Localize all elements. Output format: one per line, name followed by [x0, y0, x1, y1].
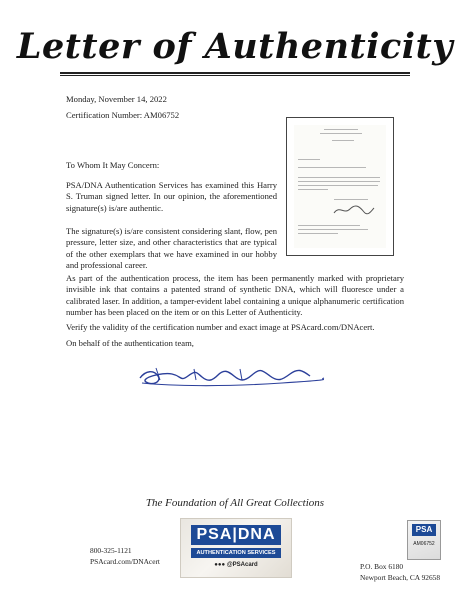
- paragraph-examination: PSA/DNA Authentication Services has examined this Harry S. Truman signed letter. In our opinion, the aforementioned signature(s) is/are authentic.: [66, 180, 277, 213]
- letter-thumbnail: [286, 117, 394, 256]
- salutation: To Whom It May Concern:: [66, 160, 160, 170]
- thumb-text-line: [298, 229, 368, 230]
- thumb-text-line: [298, 167, 366, 168]
- paragraph-consistency: The signature(s) is/are consistent considering slant, flow, pen pressure, letter size, and other characteristics that are typical of the other exemplars that we have examined in our hobby and professional career.: [66, 226, 277, 270]
- paragraph-dna: As part of the authentication process, the item has been permanently marked with proprietary invisible ink that contains a patented strand of synthetic DNA, which will fluoresce under a calibrated laser. In addition, a tamper-evident label containing a unique alphanumeric certification number has been placed on the item or on this Letter of Authenticity.: [66, 273, 404, 317]
- thumb-text-line: [298, 233, 338, 234]
- footer-contact-left: [90, 546, 160, 567]
- social-icons: ●●●: [214, 562, 227, 568]
- thumb-text-line: [298, 189, 328, 190]
- document-title: Letter of Authenticity: [16, 26, 454, 67]
- footer-phone: 800-325-1121: [90, 546, 132, 555]
- thumb-text-line: [334, 199, 368, 200]
- title-rule-bottom: [60, 75, 410, 76]
- hologram-brand: PSA: [412, 524, 436, 536]
- social-handle: [181, 562, 291, 568]
- thumb-text-line: [320, 133, 362, 134]
- closing-line: On behalf of the authentication team,: [66, 338, 194, 348]
- hologram-number: AM06752: [413, 541, 435, 547]
- social-handle-text: @PSAcard: [226, 562, 258, 568]
- thumb-signature: [332, 203, 376, 217]
- footer-website[interactable]: PSAcard.com/DNAcert: [90, 556, 160, 566]
- footer-po-box: P.O. Box 6180: [360, 562, 404, 571]
- title-rule-top: [60, 72, 410, 74]
- psa-hologram-label: [407, 520, 441, 560]
- paragraph-verify: Verify the validity of the certification number and exact image at PSAcard.com/DNAcert.: [66, 322, 375, 332]
- certification-number: Certification Number: AM06752: [66, 110, 180, 120]
- footer-contact-right: [360, 562, 440, 583]
- footer-city: Newport Beach, CA 92658: [360, 572, 441, 582]
- thumb-text-line: [298, 185, 378, 186]
- psa-dna-logo-subtitle: AUTHENTICATION SERVICES: [191, 548, 281, 558]
- authenticator-signature: [132, 356, 332, 394]
- footer-tagline: The Foundation of All Great Collections: [145, 497, 325, 509]
- thumb-text-line: [324, 129, 358, 130]
- thumb-text-line: [332, 140, 354, 141]
- thumb-text-line: [298, 159, 320, 160]
- thumb-text-line: [298, 177, 380, 178]
- letter-date: Monday, November 14, 2022: [66, 94, 167, 104]
- psa-dna-logo-text: PSA|DNA: [191, 525, 281, 545]
- thumb-text-line: [298, 225, 360, 226]
- letter-thumbnail-paper: [294, 125, 386, 248]
- psa-dna-logo: [180, 518, 292, 578]
- thumb-text-line: [298, 181, 380, 182]
